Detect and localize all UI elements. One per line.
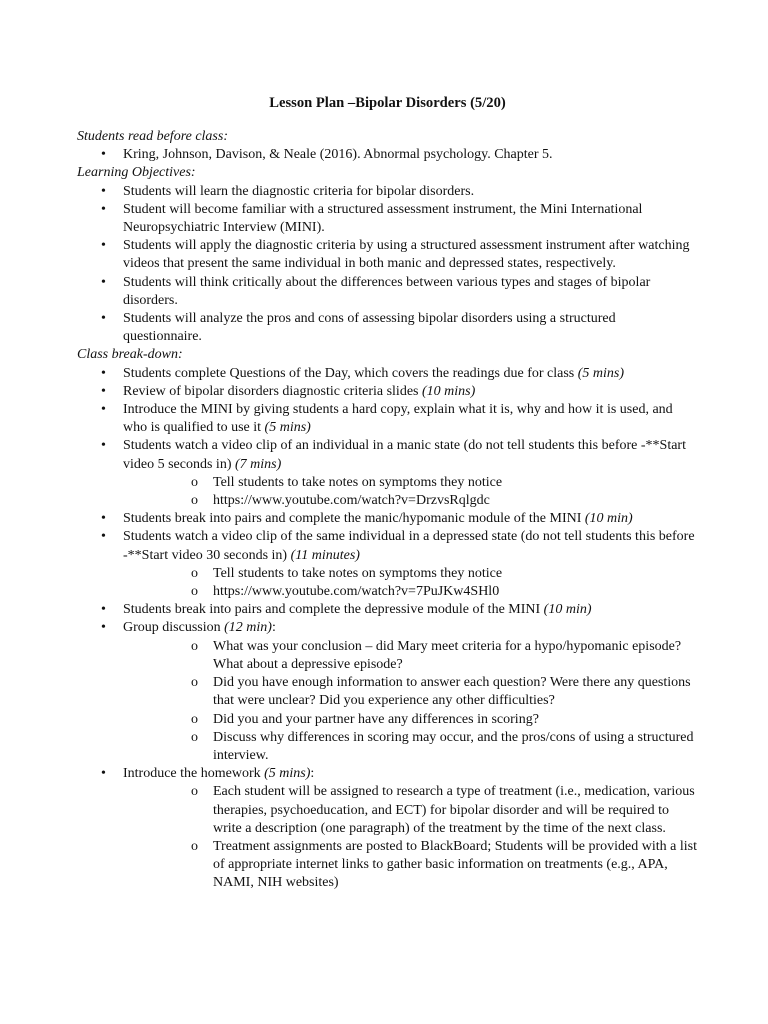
time-estimate: (10 min) (584, 511, 633, 527)
time-estimate: (12 min) (224, 620, 272, 636)
circle-bullet-icon: o (191, 711, 198, 727)
sub-list-item (123, 729, 698, 765)
time-estimate: (11 minutes) (290, 547, 360, 563)
sub-list-item (123, 674, 698, 710)
list-item (77, 383, 698, 401)
time-estimate: (5 mins) (264, 420, 311, 436)
list-item (77, 619, 698, 765)
sub-item-text: Discuss why differences in scoring may occur, and the pros/cons of using a structured interview. (213, 729, 694, 763)
list-item (77, 201, 698, 237)
circle-bullet-icon: o (191, 784, 198, 800)
sub-item-text: What was your conclusion – did Mary meet criteria for a hypo/hypomanic episode? What about a depressive episode? (213, 638, 682, 672)
bullet-icon: • (101, 183, 106, 199)
item-text: Students watch a video clip of an individual in a manic state (do not tell students this before -**Start video 5 seconds in) (123, 438, 686, 472)
sub-list-item (123, 838, 698, 893)
list-item (77, 401, 698, 437)
sub-list-item (123, 492, 698, 510)
bullet-icon: • (101, 511, 106, 527)
sub-list-item (123, 638, 698, 674)
time-estimate: (5 mins) (577, 365, 625, 381)
circle-bullet-icon: o (191, 493, 198, 509)
sub-list-item (123, 711, 698, 729)
bullet-icon: • (101, 766, 106, 782)
item-text: Kring, Johnson, Davison, & Neale (2016). Abnormal psychology. Chapter 5. (123, 147, 553, 163)
bullet-icon: • (101, 274, 106, 290)
item-text: Introduce the MINI by giving students a hard copy, explain what it is, why and how it is used, and who is qualified to use it (123, 402, 673, 436)
item-text: Students will analyze the pros and cons of assessing bipolar disorders using a structured questionnaire. (123, 311, 616, 345)
list-item (77, 274, 698, 310)
bullet-icon: • (101, 438, 106, 454)
sub-list-item (123, 565, 698, 583)
bullet-icon: • (101, 311, 106, 327)
circle-bullet-icon: o (191, 474, 198, 490)
sub-item-text: Did you have enough information to answer each question? Were there any questions that were unclear? Did you experience any other difficulties? (213, 675, 691, 709)
item-text: Students complete Questions of the Day, which covers the readings due for class (123, 365, 578, 381)
list-item (77, 765, 698, 892)
item-text: Group discussion (123, 620, 225, 636)
sub-item-text: https://www.youtube.com/watch?v=DrzvsRqlgdc (213, 493, 490, 509)
bullet-icon: • (101, 201, 106, 217)
bullet-list (77, 146, 698, 164)
item-text: Student will become familiar with a structured assessment instrument, the Mini International Neuropsychiatric Interview (MINI). (123, 201, 643, 236)
page-title: Lesson Plan –Bipolar Disorders (5/20) (269, 95, 506, 111)
circle-bullet-icon: o (191, 675, 198, 691)
item-text: Introduce the homework (123, 766, 265, 782)
item-text: Students break into pairs and complete the depressive module of the MINI (123, 602, 544, 618)
bullet-icon: • (101, 529, 106, 545)
document-body (77, 128, 698, 893)
circle-bullet-icon: o (191, 838, 198, 854)
circle-bullet-icon: o (191, 565, 198, 581)
bullet-icon: • (101, 365, 106, 381)
list-item (77, 146, 698, 164)
item-text: Review of bipolar disorders diagnostic criteria slides (123, 383, 422, 399)
list-item (77, 237, 698, 273)
sub-list-item (123, 783, 698, 838)
sub-item-text: https://www.youtube.com/watch?v=7PuJKw4SHl0 (213, 584, 500, 600)
sub-list (169, 638, 698, 765)
time-estimate: (5 mins) (264, 766, 311, 782)
time-estimate: (7 mins) (234, 456, 282, 472)
item-text: Students watch a video clip of the same individual in a depressed state (do not tell students this before -**Start video 30 seconds in) (123, 529, 695, 563)
circle-bullet-icon: o (191, 638, 198, 654)
time-estimate: (10 min) (543, 602, 592, 618)
bullet-icon: • (101, 238, 106, 254)
sub-list (169, 783, 698, 892)
list-item (77, 310, 698, 346)
time-estimate: (10 mins) (421, 383, 476, 399)
circle-bullet-icon: o (191, 729, 198, 745)
list-item (77, 528, 698, 601)
item-text: Students will learn the diagnostic criteria for bipolar disorders. (123, 183, 475, 199)
bullet-icon: • (101, 402, 106, 418)
list-item (77, 510, 698, 528)
bullet-icon: • (101, 620, 106, 636)
sub-list-item (123, 474, 698, 492)
item-text: Students will think critically about the differences between various types and stages of bipolar disorders. (123, 274, 651, 308)
item-text: Students will apply the diagnostic criteria by using a structured assessment instrument after watching videos that present the same individual in both manic and depressed states, respectively. (123, 238, 690, 272)
bullet-list (77, 365, 698, 893)
bullet-icon: • (101, 602, 106, 618)
list-item (77, 437, 698, 510)
list-item (77, 183, 698, 201)
list-item (77, 601, 698, 619)
section-heading: Students read before class: (77, 129, 228, 144)
sub-item-text: Tell students to take notes on symptoms they notice (213, 565, 503, 581)
section-heading: Learning Objectives: (77, 165, 196, 181)
item-text: Students break into pairs and complete the manic/hypomanic module of the MINI (123, 511, 585, 527)
sub-item-text: Each student will be assigned to research a type of treatment (i.e., medication, various therapies, psychoeducation, and ECT) for bipolar disorder and will be required to write a description (one paragraph) of the treatment by the time of the next class. (213, 784, 695, 836)
sub-item-text: Tell students to take notes on symptoms they notice (213, 474, 503, 490)
sub-list (169, 565, 698, 601)
sub-item-text: Treatment assignments are posted to BlackBoard; Students will be provided with a list of appropriate internet links to gather basic information on treatments (e.g., APA, NAMI, NIH websites) (213, 838, 697, 891)
item-suffix: : (271, 620, 276, 636)
bullet-icon: • (101, 147, 106, 163)
item-suffix: : (310, 766, 315, 782)
bullet-icon: • (101, 383, 106, 399)
bullet-list (77, 183, 698, 347)
section-heading: Class break-down: (77, 347, 183, 363)
sub-list (169, 474, 698, 510)
sub-item-text: Did you and your partner have any differences in scoring? (213, 711, 539, 727)
list-item (77, 365, 698, 383)
sub-list-item (123, 583, 698, 601)
circle-bullet-icon: o (191, 584, 198, 600)
